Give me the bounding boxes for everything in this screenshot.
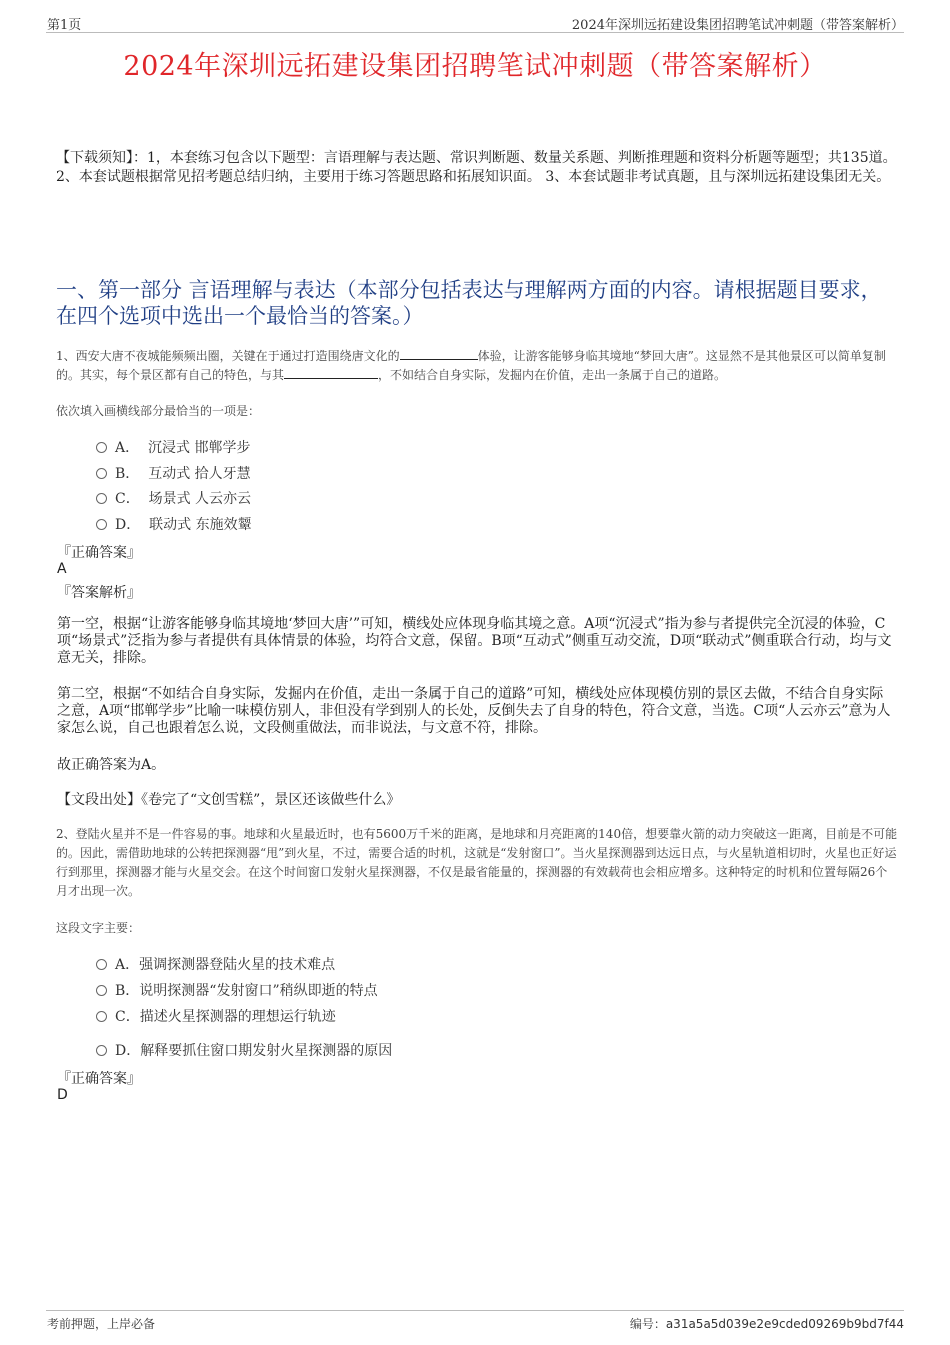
question-1-answer-label: 『正确答案』 (57, 545, 141, 561)
footer-divider (46, 1310, 904, 1311)
radio-icon[interactable] (96, 442, 107, 453)
page-title: 2024年深圳远拓建设集团招聘笔试冲刺题（带答案解析） (123, 51, 827, 82)
question-2-option-c[interactable] (96, 1006, 336, 1026)
question-1-option-d[interactable] (96, 514, 252, 534)
section-title: 一、第一部分 言语理解与表达（本部分包括表达与理解两方面的内容。请根据题目要求，在四个选项中选出一个最恰当的答案。） (56, 278, 882, 328)
question-2-text: 2、登陆火星并不是一件容易的事。地球和火星最近时，也有5600万千米的距离，是地球和月亮距离的140倍，想要靠火箭的动力突破这一距离，目前是不可能的。因此，需借助地球的公转把探测器“甩”到火星，不过，需要合适的时机，这就是“发射窗口”。当火星探测器到达远日点，与火星轨道相切时，火星也正好运行到那里，探测器才能与火星交会。在这个时间窗口发射火星探测器，不仅是最省能量的，探测器的有效载荷也会相应增多。这种特定的时机和位置每隔26个月才出现一次。 (56, 827, 898, 898)
question-1-option-a[interactable] (96, 437, 250, 457)
question-1-analysis-conclusion: 故正确答案为A。 (57, 757, 166, 773)
question-1-answer: A (57, 561, 67, 577)
question-1-text (56, 347, 898, 385)
option-label: C． 场景式 人云亦云 (115, 491, 252, 507)
question-1-analysis-para-1: 第一空，根据“让游客能够身临其境地‘梦回大唐’”可知，横线处应体现身临其境之意。A项“沉浸式”指为参与者提供完全沉浸的体验，C项“场景式”泛指为参与者提供有具体情景的体验，均符合文意，保留。B项“互动式”侧重互动交流，D项“联动式”侧重联合行动，均与文意无关，排除。 (57, 616, 892, 666)
radio-icon[interactable] (96, 468, 107, 479)
question-1-analysis-label: 『答案解析』 (57, 585, 141, 601)
question-2-answer-label: 『正确答案』 (57, 1071, 141, 1087)
page-number: 第1页 (47, 18, 82, 33)
fill-blank-1 (400, 347, 478, 360)
question-1-option-b[interactable] (96, 463, 251, 483)
option-label: D． 联动式 东施效颦 (115, 517, 252, 533)
fill-blank-2 (284, 366, 378, 379)
option-label: C．描述火星探测器的理想运行轨迹 (115, 1009, 336, 1025)
header-divider (46, 32, 904, 33)
question-2-answer: D (57, 1087, 68, 1103)
download-notice: 【下载须知】：1，本套练习包含以下题型：言语理解与表达题、常识判断题、数量关系题、判断推理题和资料分析题等题型；共135道。 2、本套试题根据常见招考题总结归纳，主要用于练习答题思路和拓展知识面。 3、本套试题非考试真题，且与深圳远拓建设集团无关。 (56, 150, 897, 185)
option-label: A．强调探测器登陆火星的技术难点 (115, 957, 336, 973)
question-1-text-part-c: ，不如结合自身实际，发掘内在价值，走出一条属于自己的道路。 (378, 368, 727, 382)
question-2-option-d[interactable] (96, 1040, 392, 1060)
option-label: A． 沉浸式 邯郸学步 (115, 440, 251, 456)
footer-code (630, 1315, 904, 1332)
option-label: B． 互动式 拾人牙慧 (115, 466, 251, 482)
option-label: D．解释要抓住窗口期发射火星探测器的原因 (115, 1043, 393, 1059)
question-2-option-b[interactable] (96, 980, 378, 1000)
question-1-source: 【文段出处】《卷完了“文创雪糕”，景区还该做些什么》 (57, 792, 401, 808)
radio-icon[interactable] (96, 519, 107, 530)
option-label: B．说明探测器“发射窗口”稍纵即逝的特点 (115, 983, 378, 999)
radio-icon[interactable] (96, 1045, 107, 1056)
question-1-text-part-b: 体验，让游客能够身临其境地“梦回大唐”。这显然不是其他景区可以简单复制的。其实，每个景区都有自己的特色，与其 (56, 349, 886, 382)
question-2-prompt: 这段文字主要： (56, 921, 141, 935)
footer-slogan: 考前押题，上岸必备 (47, 1317, 156, 1331)
question-1-analysis-para-2: 第二空，根据“不如结合自身实际，发掘内在价值，走出一条属于自己的道路”可知，横线处应体现模仿别的景区去做，不结合自身实际之意，A项“邯郸学步”比喻一味模仿别人，非但没有学到别人的长处，反倒失去了自身的特色，符合文意，当选。C项“人云亦云”意为人家怎么说，自己也跟着怎么说，文段侧重做法，而非说法，与文意不符，排除。 (57, 686, 891, 736)
radio-icon[interactable] (96, 493, 107, 504)
footer-code-value: a31a5a5d039e2e9cded09269b9bd7f44 (665, 1317, 904, 1331)
radio-icon[interactable] (96, 959, 107, 970)
question-2-option-a[interactable] (96, 954, 335, 974)
question-1-text-part-a: 1、西安大唐不夜城能频频出圈，关键在于通过打造围绕唐文化的 (56, 349, 400, 363)
footer-code-label: 编号： (629, 1317, 666, 1331)
question-1-option-c[interactable] (96, 488, 251, 508)
radio-icon[interactable] (96, 1011, 107, 1022)
header-doc-title: 2024年深圳远拓建设集团招聘笔试冲刺题（带答案解析） (571, 18, 904, 33)
question-1-prompt: 依次填入画横线部分最恰当的一项是： (56, 404, 261, 418)
radio-icon[interactable] (96, 985, 107, 996)
